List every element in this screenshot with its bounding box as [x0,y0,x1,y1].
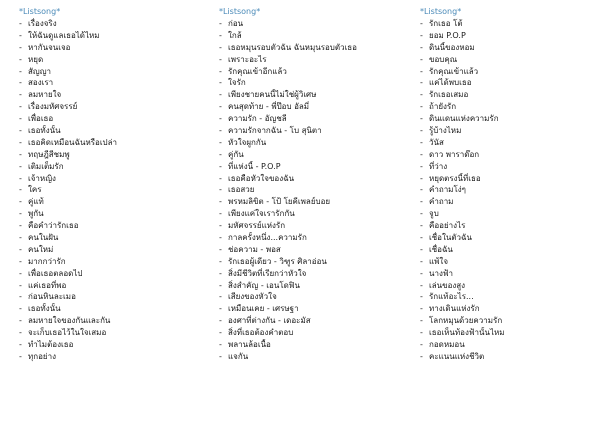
bullet-dash-icon: - [219,244,222,254]
song-title: สิ่งมีชีวิตที่เรียกว่าหัวใจ [228,268,307,278]
bullet-dash-icon: - [19,19,22,28]
bullet-dash-icon: - [219,316,222,326]
bullet-dash-icon: - [420,90,423,100]
bullet-dash-icon: - [420,173,423,183]
bullet-dash-icon: - [420,244,423,254]
song-title: รักคุณเข้าแล้ว [429,66,479,76]
song-list-item [219,196,409,208]
bullet-dash-icon: - [219,221,222,231]
bullet-dash-icon: - [219,66,222,76]
column-header: *Listsong* [19,7,61,16]
bullet-dash-icon: - [19,54,22,64]
song-title: เพราะอะไร [228,54,267,64]
song-title: ยอม P.O.P [429,30,466,40]
song-title: เชื่อฉัน [429,244,453,254]
song-list-item [219,66,409,78]
song-column-2 [219,7,409,363]
song-list-item [19,149,209,161]
song-title: มากกว่ารัก [28,256,66,266]
song-column-3 [420,7,600,363]
bullet-dash-icon: - [219,185,222,195]
song-list-item [420,232,600,244]
bullet-dash-icon: - [19,197,22,207]
song-title: เรื่องจริง [28,19,57,28]
song-title: เธอสวย [228,185,255,195]
song-title: เพียงชายคนนี้ไม่ใช่ผู้วิเศษ [228,90,317,100]
song-list-item [19,137,209,149]
song-title: ความรัก - อัญชลี [228,114,287,124]
song-title: เธอคิดเหมือนฉันหรือเปล่า [28,137,118,147]
song-title: องศาที่ต่างกัน - เดอะมัส [228,316,311,326]
song-title: คนใหม่ [28,244,54,254]
song-title: เจ้าหญิง [28,173,56,183]
song-list-item [420,113,600,125]
song-list-item [19,42,209,54]
song-list-item [19,291,209,303]
song-list-item [19,54,209,66]
song-title: ทำไมต้องเธอ [28,340,74,350]
song-list-item [420,173,600,185]
song-list-item [420,303,600,315]
bullet-dash-icon: - [219,114,222,124]
song-title: ก่อนหินละเมอ [28,292,76,302]
bullet-dash-icon: - [420,304,423,314]
bullet-dash-icon: - [420,292,423,302]
song-title: สัญญา [28,66,52,76]
song-title: สองเรา [28,78,54,88]
bullet-dash-icon: - [19,137,22,147]
song-title: จะเก็บเธอไว้ในใจเสมอ [28,328,107,338]
song-title: ใคร [28,185,42,195]
song-list-item [420,220,600,232]
song-list-item [19,268,209,280]
bullet-dash-icon: - [219,328,222,338]
song-list-item [19,327,209,339]
song-list-item [219,303,409,315]
song-list-item [19,173,209,185]
bullet-dash-icon: - [19,42,22,52]
song-title: จูบ [429,209,439,219]
bullet-dash-icon: - [420,233,423,243]
song-list-item [19,184,209,196]
song-list-item [219,161,409,173]
bullet-dash-icon: - [420,161,423,171]
song-list-item [219,42,409,54]
bullet-dash-icon: - [420,316,423,326]
song-title: รักเธอผู้เดียว - วิฑูร ศิลาอ่อน [228,256,327,266]
song-list-item [219,184,409,196]
bullet-dash-icon: - [19,244,22,254]
song-list-item [219,208,409,220]
song-title: คือคำว่ารักเธอ [28,221,79,231]
song-list-item [420,244,600,256]
bullet-dash-icon: - [219,19,222,28]
song-title: ให้ฉันดูแลเธอได้ไหม [28,30,100,40]
song-list-item [19,280,209,292]
song-title: คะแนนแห่งชีวิต [429,351,485,361]
song-list-item [19,125,209,137]
song-title: เพื่อเธอตลอดไป [28,268,83,278]
bullet-dash-icon: - [420,197,423,207]
song-title: รักเธอเสมอ [429,90,469,100]
bullet-dash-icon: - [19,304,22,314]
song-title: นางฟ้า [429,268,454,278]
song-title: วันัส [429,137,444,147]
bullet-dash-icon: - [420,78,423,88]
bullet-dash-icon: - [219,256,222,266]
song-list-item [19,244,209,256]
song-list-item [219,54,409,66]
bullet-dash-icon: - [420,221,423,231]
song-title: โลกหมุนด้วยความรัก [429,316,503,326]
song-title: ช่อความ - พอส [228,244,281,254]
song-title: คนสุดท้าย - พี่ป๊อบ อัลมี่ [228,102,310,112]
song-list-item [420,66,600,78]
bullet-dash-icon: - [420,126,423,136]
song-title: ที่แห่งนี้ - P.O.P [228,161,281,171]
song-list-item [19,315,209,327]
song-title: หัวใจผูกกัน [228,137,267,147]
song-list-item [219,351,409,363]
song-list-item [219,77,409,89]
song-title: แพ้ใจ [429,256,449,266]
song-list-item [19,101,209,113]
bullet-dash-icon: - [420,351,423,361]
song-list-item [19,196,209,208]
song-list-item [420,184,600,196]
song-title: มหัศจรรย์แห่งรัก [228,221,286,231]
song-list-item [420,351,600,363]
bullet-dash-icon: - [420,66,423,76]
bullet-dash-icon: - [420,256,423,266]
bullet-dash-icon: - [420,114,423,124]
song-column-1 [19,7,209,363]
bullet-dash-icon: - [219,268,222,278]
song-list-item [420,291,600,303]
bullet-dash-icon: - [19,114,22,124]
song-list-item [219,339,409,351]
song-list-item [420,196,600,208]
bullet-dash-icon: - [420,268,423,278]
bullet-dash-icon: - [420,42,423,52]
song-list-item [19,351,209,363]
song-list-item [420,315,600,327]
song-title: รักแท้อะไร... [429,292,474,302]
bullet-dash-icon: - [219,340,222,350]
song-list-item [19,232,209,244]
song-title: เธอหมุนรอบตัวฉัน ฉันหมุนรอบตัวเธอ [228,42,357,52]
bullet-dash-icon: - [420,280,423,290]
song-title: ความรักจากฉัน - โบ สุนิตา [228,126,322,136]
song-title: ทุกอย่าง [28,351,57,361]
song-title: คนในฝัน [28,233,59,243]
song-title: ทางเดินแห่งรัก [429,304,480,314]
song-list-item [19,18,209,30]
song-list-item [19,220,209,232]
song-list-item [19,113,209,125]
bullet-dash-icon: - [19,209,22,219]
song-title: คู่แท้ [28,197,44,207]
song-list [420,18,600,363]
bullet-dash-icon: - [19,328,22,338]
song-title: ใจรัก [228,78,246,88]
bullet-dash-icon: - [19,185,22,195]
song-title: ทฤษฎีสีชมพู [28,149,70,159]
song-list-item [19,161,209,173]
song-list-item [219,315,409,327]
bullet-dash-icon: - [19,78,22,88]
song-title: ที่ว่าง [429,161,448,171]
song-list-item [219,18,409,30]
song-list-item [420,42,600,54]
bullet-dash-icon: - [420,340,423,350]
bullet-dash-icon: - [420,185,423,195]
bullet-dash-icon: - [420,209,423,219]
bullet-dash-icon: - [219,304,222,314]
song-list-item [219,232,409,244]
song-list-item [19,339,209,351]
song-list-item [420,18,600,30]
song-title: แจกัน [228,351,249,361]
bullet-dash-icon: - [19,90,22,100]
song-title: ดาว พาราด๊อก [429,149,480,159]
song-title: หยุด [28,54,44,64]
bullet-dash-icon: - [219,351,222,361]
song-title: เชื่อในตัวฉัน [429,233,472,243]
song-title: เหมือนเคย - เศรษฐา [228,304,299,314]
song-title: ถ้ายังรัก [429,102,457,112]
bullet-dash-icon: - [19,256,22,266]
song-title: กอดหมอน [429,340,465,350]
song-title: เพื่อเธอ [28,114,54,124]
bullet-dash-icon: - [420,19,423,28]
bullet-dash-icon: - [19,30,22,40]
bullet-dash-icon: - [420,137,423,147]
bullet-dash-icon: - [19,316,22,326]
bullet-dash-icon: - [219,30,222,40]
song-list-item [19,256,209,268]
song-list-item [420,89,600,101]
bullet-dash-icon: - [420,149,423,159]
song-list-item [219,125,409,137]
song-list-item [420,149,600,161]
song-title: ก่อน [228,19,244,28]
song-list-item [219,256,409,268]
bullet-dash-icon: - [219,173,222,183]
bullet-dash-icon: - [19,102,22,112]
song-list-item [219,173,409,185]
song-title: แค่ได้พบเธอ [429,78,472,88]
song-list-item [219,268,409,280]
song-title: เรื่องมหัศจรรย์ [28,102,78,112]
song-title: เสียงของหัวใจ [228,292,277,302]
song-list-item [219,244,409,256]
song-title: ลมหายใจ [28,90,62,100]
song-list [19,18,209,363]
song-list-item [219,113,409,125]
song-title: คืออย่างไร [429,221,466,231]
bullet-dash-icon: - [219,149,222,159]
bullet-dash-icon: - [420,102,423,112]
song-title: พูกัน [28,209,44,219]
song-title: เธอเห็นท้องฟ้านั้นไหม [429,328,505,338]
bullet-dash-icon: - [219,90,222,100]
song-list-item [19,208,209,220]
song-title: สิ่งที่เธอต้องคำตอบ [228,328,294,338]
song-list-item [219,149,409,161]
bullet-dash-icon: - [19,351,22,361]
bullet-dash-icon: - [19,66,22,76]
bullet-dash-icon: - [219,137,222,147]
bullet-dash-icon: - [219,292,222,302]
column-header: *Listsong* [420,7,462,16]
song-list-item [219,101,409,113]
song-title: รักคุณเข้าอีกแล้ว [228,66,287,76]
song-list-item [420,280,600,292]
song-title: ดินนี้ของหอม [429,42,475,52]
bullet-dash-icon: - [219,280,222,290]
song-title: รักเธอ โต้ [429,19,463,28]
song-title: เติมเต็มรัก [28,161,64,171]
song-title: ใกล้ [228,30,242,40]
song-list-item [420,268,600,280]
bullet-dash-icon: - [19,173,22,183]
song-title: สิ่งสำคัญ - เอนโดฟิน [228,280,300,290]
bullet-dash-icon: - [219,54,222,64]
song-title: คำถาม [429,197,454,207]
song-list-item [19,89,209,101]
bullet-dash-icon: - [420,30,423,40]
song-title: หากันจนเจอ [28,42,71,52]
song-list-item [420,137,600,149]
song-list-item [219,89,409,101]
bullet-dash-icon: - [19,280,22,290]
song-title: พรหมลิขิต - โป้ โยคีเพลย์บอย [228,197,331,207]
song-list-item [420,101,600,113]
bullet-dash-icon: - [219,209,222,219]
bullet-dash-icon: - [219,102,222,112]
song-list [219,18,409,363]
song-title: หยุดตรงนี้ที่เธอ [429,173,481,183]
bullet-dash-icon: - [19,233,22,243]
song-list-item [420,77,600,89]
song-list-item [420,161,600,173]
bullet-dash-icon: - [219,78,222,88]
song-title: คู่กัน [228,149,244,159]
song-title: เธอทั้งนั้น [28,126,61,136]
bullet-dash-icon: - [420,54,423,64]
song-list-item [219,327,409,339]
song-title: ดินแดนแห่งความรัก [429,114,499,124]
song-title: ขอบคุณ [429,54,458,64]
song-list-item [420,54,600,66]
bullet-dash-icon: - [219,233,222,243]
song-list-item [19,30,209,42]
bullet-dash-icon: - [19,340,22,350]
song-list-item [219,280,409,292]
bullet-dash-icon: - [219,126,222,136]
song-title: กาลครั้งหนึ่ง...ความรัก [228,233,307,243]
song-list-item [420,30,600,42]
song-list-item [19,303,209,315]
song-title: แค่เธอที่พอ [28,280,67,290]
song-title: เธอทั้งนั้น [28,304,61,314]
song-title: เพียงแค่ใจเรารักกัน [228,209,295,219]
song-list-item [219,30,409,42]
bullet-dash-icon: - [219,161,222,171]
song-title: เธอคือหัวใจของฉัน [228,173,295,183]
song-list-item [19,66,209,78]
bullet-dash-icon: - [219,42,222,52]
song-list-item [420,339,600,351]
song-title: รู้บ้างไหม [429,126,462,136]
bullet-dash-icon: - [19,126,22,136]
bullet-dash-icon: - [19,149,22,159]
song-title: ลมหายใจของกันและกัน [28,316,111,326]
song-title: พลานล้อเนื้อ [228,340,271,350]
column-header: *Listsong* [219,7,261,16]
song-list-item [219,220,409,232]
song-list-item [420,256,600,268]
song-list-item [19,77,209,89]
song-list-item [420,208,600,220]
song-title: คำถามโง่ๆ [429,185,466,195]
bullet-dash-icon: - [19,292,22,302]
song-list-item [420,327,600,339]
bullet-dash-icon: - [420,328,423,338]
song-title: เล่นของสูง [429,280,466,290]
bullet-dash-icon: - [19,221,22,231]
song-list-item [219,291,409,303]
bullet-dash-icon: - [19,161,22,171]
bullet-dash-icon: - [19,268,22,278]
bullet-dash-icon: - [219,197,222,207]
song-list-item [219,137,409,149]
song-list-item [420,125,600,137]
